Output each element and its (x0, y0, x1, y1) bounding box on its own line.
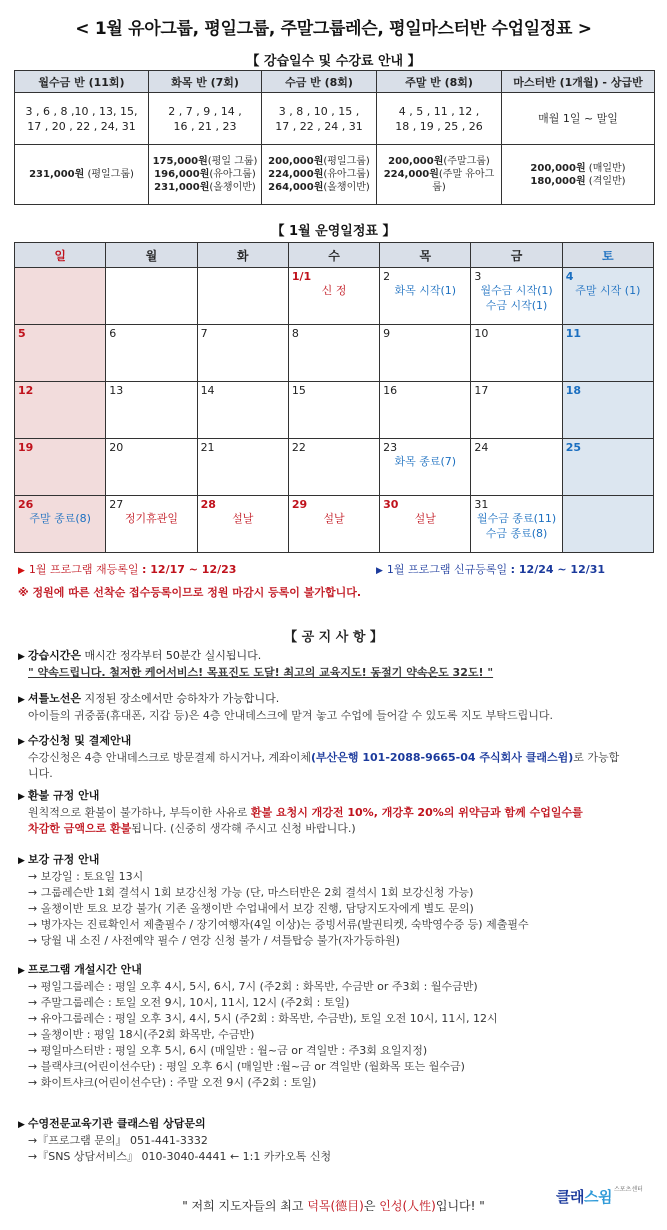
day-number: 20 (109, 441, 124, 454)
triangle-right-icon: ▶ (18, 695, 25, 705)
fee-price-cell (149, 145, 262, 205)
new-dates: : 12/24 ~ 12/31 (510, 563, 606, 576)
fee-price-cell (502, 145, 655, 205)
calendar-day-cell (106, 268, 197, 325)
fee-price-cell (15, 145, 149, 205)
price-line (151, 155, 259, 168)
calendar-day-cell (288, 439, 379, 496)
weekday-header: 토 (562, 243, 653, 268)
logo-text: 스윔 (583, 1188, 612, 1206)
notice-head-shuttle: 셔틀노선은 (27, 692, 82, 705)
calendar-day-cell (106, 439, 197, 496)
day-number: 21 (200, 441, 215, 454)
day-number: 24 (474, 441, 489, 454)
day-number: 6 (109, 327, 117, 340)
list-item: → 평일그룹레슨 : 평일 오후 4시, 5시, 6시, 7시 (주2회 : 화목반, 수금반 or 주3회 : 월수금반) (28, 980, 478, 993)
notice-shuttle (18, 691, 658, 724)
price-note: (격일반) (585, 175, 626, 187)
footer-text: " 저희 지도자들의 최고 (182, 1199, 308, 1213)
notice-signup (18, 733, 658, 782)
price-line (504, 162, 652, 175)
logo-text: 클래 (556, 1188, 584, 1206)
calendar-day-cell (471, 439, 562, 496)
price-note: (주말 유아그 (438, 169, 495, 180)
list-item: → 올챙이반 : 평일 18시(주2회 화목반, 수금반) (28, 1028, 255, 1041)
triangle-right-icon: ▶ (18, 652, 25, 662)
calendar-event: 설날 (414, 512, 436, 525)
price-line (379, 168, 499, 181)
calendar-day-cell (15, 439, 106, 496)
day-number: 3 (474, 270, 482, 283)
footer-character: 인성(人性) (379, 1199, 436, 1213)
day-number: 9 (383, 327, 391, 340)
price-amount: 200,000원 (268, 156, 324, 167)
calendar-day-cell (197, 439, 288, 496)
calendar-day-cell (197, 496, 288, 553)
notice-text: 수강신청은 4층 안내데스크로 방문결제 하시거나, 계좌이체 (28, 751, 311, 764)
day-number: 19 (18, 441, 34, 454)
new-label: 1월 프로그램 신규등록일 (386, 563, 511, 576)
fee-price-cell (377, 145, 502, 205)
notice-title: 【 공 지 사 항 】 (284, 630, 383, 645)
weekday-header: 수 (288, 243, 379, 268)
calendar-event: 신 정 (321, 284, 347, 297)
calendar-event: 월수금 시작(1) (480, 284, 553, 297)
notice-head-refund: 환불 규정 안내 (27, 789, 100, 802)
price-note: (평일 그룹) (207, 156, 258, 167)
refund-penalty: 차감한 금액으로 환불 (28, 822, 132, 835)
calendar-day-cell (288, 325, 379, 382)
calendar-event: 수금 종료(8) (485, 527, 548, 540)
list-item: → 그룹레슨반 1회 결석시 1회 보강신청 가능 (단, 마스터반은 2회 결석시 1회 보강신청 가능) (28, 886, 474, 899)
day-number: 12 (18, 384, 34, 397)
calendar-event: 주말 종료(8) (29, 512, 91, 525)
price-note: (평일그룹) (323, 156, 370, 167)
notice-head-schedule: 프로그램 개설시간 안내 (27, 963, 142, 976)
notice-text: 니다. (28, 767, 53, 780)
class-days-line: 2 , 7 , 9 , 14 , (168, 104, 242, 118)
price-note: (주말그룹) (443, 156, 490, 167)
notice-text: 원칙적으로 환불이 불가하나, 부득이한 사유로 (28, 806, 251, 819)
day-number: 27 (109, 498, 124, 511)
price-line (151, 181, 259, 194)
calendar-title: 【 1월 운영일정표 】 (271, 224, 396, 239)
weekday-header: 월 (106, 243, 197, 268)
class-days-line: 4 , 5 , 11 , 12 , (398, 104, 480, 118)
class-days-line: 17 , 20 , 22 , 24, 31 (27, 119, 136, 133)
day-number: 18 (565, 384, 581, 397)
footer-text: 입니다! " (435, 1199, 485, 1213)
triangle-right-icon: ▶ (18, 1120, 25, 1130)
day-number: 7 (200, 327, 208, 340)
calendar-day-cell (380, 496, 471, 553)
price-note: (올챙이반) (323, 182, 370, 193)
calendar-day-cell (562, 325, 653, 382)
fee-section-title: 【 강습일수 및 수강료 안내 】 (246, 54, 421, 69)
calendar-day-cell (106, 496, 197, 553)
price-note: (올챙이반) (209, 182, 256, 193)
calendar-day-cell (15, 496, 106, 553)
returning-registration (18, 561, 236, 577)
fee-column-header: 월수금 반 (11회) (15, 71, 149, 93)
notice-makeup (18, 852, 658, 949)
weekday-header: 일 (15, 243, 106, 268)
calendar-event: 화목 종료(7) (394, 455, 457, 468)
price-note: (유아그룹) (323, 169, 370, 180)
calendar-day-cell (471, 268, 562, 325)
list-item: → 당월 내 소진 / 사전예약 필수 / 연강 신청 불가 / 셔틀탑승 불가(자가등하원) (28, 934, 400, 947)
notice-text: 됩니다. (신중히 생각해 주시고 신청 바랍니다.) (131, 822, 356, 835)
notice-text: 매시간 정각부터 50분간 실시됩니다. (81, 649, 262, 662)
day-number: 30 (383, 498, 399, 511)
contact-phone: →『프로그램 문의』 051-441-3332 (28, 1134, 208, 1147)
logo-subtext: 스포츠센터 (613, 1186, 643, 1193)
list-item: → 올챙이반 토요 보강 불가( 기존 올챙이반 수업내에서 보강 진행, 담당지도자에게 별도 문의) (28, 902, 474, 915)
price-line (17, 168, 146, 181)
returning-label: 1월 프로그램 재등록일 (28, 563, 143, 576)
calendar-day-cell (562, 496, 653, 553)
day-number: 5 (18, 327, 26, 340)
triangle-right-icon: ▶ (376, 566, 383, 576)
price-line (264, 155, 374, 168)
calendar-day-cell (562, 268, 653, 325)
day-number: 22 (291, 441, 306, 454)
returning-dates: : 12/17 ~ 12/23 (142, 563, 237, 576)
day-number: 29 (291, 498, 308, 511)
price-amount: 175,000원 (152, 156, 208, 167)
calendar-event: 설날 (232, 512, 254, 525)
calendar-day-cell (197, 382, 288, 439)
fee-price-cell (262, 145, 377, 205)
list-item: → 평일마스터반 : 평일 오후 5시, 6시 (매일반 : 월~금 or 격일반 : 주3회 요일지정) (28, 1044, 428, 1057)
triangle-right-icon: ▶ (18, 792, 25, 802)
list-item: → 병가자는 진료확인서 제출필수 / 장기여행자(4일 이상)는 증빙서류(발권티켓, 숙박영수증 등) 제출필수 (28, 918, 529, 931)
calendar-day-cell (380, 439, 471, 496)
fee-days-cell (377, 93, 502, 145)
calendar-day-cell (288, 382, 379, 439)
calendar-day-cell (15, 268, 106, 325)
triangle-right-icon: ▶ (18, 966, 25, 976)
class-days-line: 16 , 21 , 23 (173, 119, 237, 133)
price-note: (매일반) (585, 162, 626, 174)
list-item: → 화이트샤크(어린이선수단) : 주말 오전 9시 (주2회 : 토일) (28, 1076, 317, 1089)
fee-days-cell (502, 93, 655, 145)
notice-text: 아이들의 귀중품(휴대폰, 지갑 등)은 4층 안내데스크에 맡겨 놓고 수업에 들어갈 수 있도록 지도 부탁드립니다. (28, 709, 553, 722)
fee-table (14, 70, 655, 205)
day-number: 11 (565, 327, 581, 340)
price-amount: 264,000원 (268, 182, 324, 193)
calendar-event: 화목 시작(1) (394, 284, 457, 297)
fee-days-cell (15, 93, 149, 145)
triangle-right-icon: ▶ (18, 737, 25, 747)
fee-column-header: 수금 반 (8회) (262, 71, 377, 93)
calendar-day-cell (15, 382, 106, 439)
fee-days-cell (149, 93, 262, 145)
day-number: 31 (474, 498, 489, 511)
price-line (264, 168, 374, 181)
calendar-day-cell (288, 496, 379, 553)
list-item: → 블랙샤크(어린이선수단) : 평일 오후 6시 (매일반 :월~금 or 격일반 (월화목 또는 월수금) (28, 1060, 465, 1073)
list-item: → 주말그룹레슨 : 토일 오전 9시, 10시, 11시, 12시 (주2회 : 토일) (28, 996, 350, 1009)
notice-text: 지정된 장소에서만 승하차가 가능합니다. (81, 692, 280, 705)
class-days-line: 3 , 6 , 8 ,10 , 13, 15, (25, 104, 138, 118)
capacity-warning: ※ 정원에 따른 선착순 접수등록이므로 정원 마감시 등록이 불가합니다. (18, 586, 362, 599)
fee-column-header: 화목 반 (7회) (149, 71, 262, 93)
calendar-day-cell (380, 325, 471, 382)
price-line (504, 175, 652, 188)
footer-virtue: 덕목(德目) (307, 1199, 364, 1213)
day-number: 13 (109, 384, 124, 397)
day-number: 28 (200, 498, 216, 511)
calendar-event: 수금 시작(1) (485, 299, 548, 312)
day-number: 8 (291, 327, 299, 340)
weekday-header: 목 (380, 243, 471, 268)
class-days-line: 17 , 22 , 24 , 31 (275, 119, 363, 133)
triangle-right-icon: ▶ (18, 856, 25, 866)
new-registration (376, 561, 605, 577)
day-number: 4 (565, 270, 574, 283)
bank-account: (부산은행 101-2088-9665-04 주식회사 클래스윔) (311, 751, 574, 764)
price-line (151, 168, 259, 181)
calendar-day-cell (562, 439, 653, 496)
price-amount: 231,000원 (154, 182, 210, 193)
day-number: 16 (383, 384, 398, 397)
fee-column-header: 마스터반 (1개월) - 상급반 (502, 71, 655, 93)
calendar-event: 주말 시작 (1) (575, 284, 641, 297)
weekday-header: 화 (197, 243, 288, 268)
day-number: 10 (474, 327, 489, 340)
calendar-week-row (15, 496, 654, 553)
day-number: 15 (291, 384, 306, 397)
weekday-header: 금 (471, 243, 562, 268)
notice-class-time (18, 648, 658, 681)
contact-sns: →『SNS 상담서비스』 010-3040-4441 ← 1:1 카카오톡 신청 (28, 1150, 332, 1163)
price-note: (유아그룹) (209, 169, 256, 180)
price-line (264, 181, 374, 194)
calendar-week-row (15, 268, 654, 325)
day-number: 23 (383, 441, 398, 454)
list-item: → 보강일 : 토요일 13시 (28, 870, 144, 883)
calendar-day-cell (471, 496, 562, 553)
day-number: 1/1 (291, 270, 312, 283)
notice-schedule (18, 962, 658, 1091)
price-note: 룹) (432, 182, 446, 193)
triangle-right-icon: ▶ (18, 566, 25, 576)
day-number: 17 (474, 384, 489, 397)
footer-text: 은 (363, 1199, 380, 1213)
class-days-line: 18 , 19 , 25 , 26 (395, 119, 483, 133)
calendar-day-cell (288, 268, 379, 325)
calendar-table (14, 242, 654, 553)
fee-column-header: 주말 반 (8회) (377, 71, 502, 93)
notice-head-signup: 수강신청 및 결제안내 (27, 734, 132, 747)
classwim-logo (556, 1186, 656, 1216)
price-note: (평일그룹) (84, 169, 134, 180)
list-item: → 유아그룹레슨 : 평일 오후 3시, 4시, 5시 (주2회 : 화목반, 수금반), 토일 오전 10시, 11시, 12시 (28, 1012, 498, 1025)
calendar-day-cell (15, 325, 106, 382)
notice-contact (18, 1116, 658, 1165)
price-amount: 224,000원 (383, 169, 439, 180)
calendar-day-cell (380, 268, 471, 325)
notice-head-makeup: 보강 규정 안내 (27, 853, 100, 866)
calendar-day-cell (562, 382, 653, 439)
calendar-week-row (15, 382, 654, 439)
notice-head-class-time: 강습시간은 (27, 649, 82, 662)
price-amount: 224,000원 (268, 169, 324, 180)
price-line (379, 181, 499, 194)
class-days-line: 3 , 8 , 10 , 15 , (278, 104, 360, 118)
refund-penalty: 환불 요청시 개강전 10%, 개강후 20%의 위약금과 함께 수업일수를 (250, 806, 583, 819)
page-title: < 1월 유아그룹, 평일그룹, 주말그룹레슨, 평일마스터반 수업일정표 > (75, 19, 592, 39)
calendar-day-cell (197, 325, 288, 382)
price-amount: 196,000원 (154, 169, 210, 180)
price-amount: 200,000원 (388, 156, 444, 167)
calendar-week-row (15, 325, 654, 382)
calendar-day-cell (471, 382, 562, 439)
price-amount: 180,000원 (530, 175, 586, 187)
calendar-day-cell (106, 382, 197, 439)
day-number: 26 (18, 498, 34, 511)
day-number: 2 (383, 270, 391, 283)
class-days-line: 매월 1일 ~ 말일 (538, 112, 618, 125)
calendar-event: 설날 (323, 512, 345, 525)
price-line (379, 155, 499, 168)
price-amount: 231,000원 (29, 169, 85, 180)
fee-days-cell (262, 93, 377, 145)
calendar-day-cell (197, 268, 288, 325)
calendar-event: 월수금 종료(11) (476, 512, 557, 525)
day-number: 25 (565, 441, 581, 454)
calendar-week-row (15, 439, 654, 496)
promise-slogan: " 약속드립니다. 철저한 케어서비스! 목표진도 도달! 최고의 교육지도! 동절기 약속온도 32도! " (28, 666, 494, 679)
notice-head-contact: 수영전문교육기관 클래스윔 상담문의 (27, 1117, 206, 1130)
calendar-day-cell (380, 382, 471, 439)
calendar-day-cell (106, 325, 197, 382)
day-number: 14 (200, 384, 215, 397)
price-amount: 200,000원 (530, 162, 586, 174)
calendar-day-cell (471, 325, 562, 382)
calendar-event: 정기휴관일 (124, 512, 178, 525)
notice-refund (18, 788, 658, 837)
notice-text: 로 가능합 (573, 751, 620, 764)
